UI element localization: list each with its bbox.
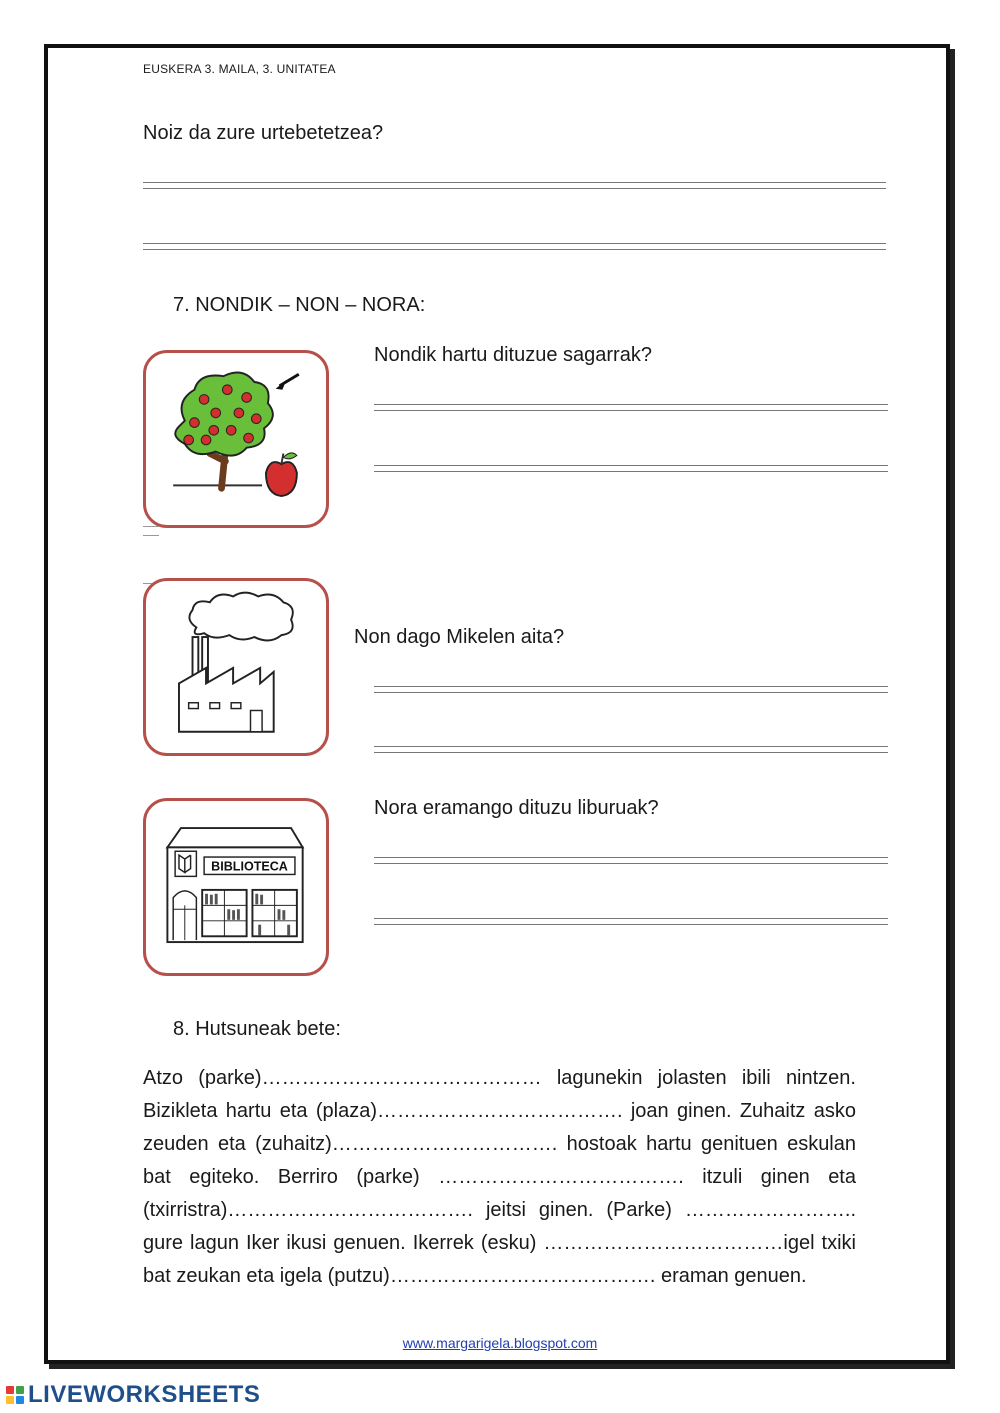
divider-mark — [143, 526, 159, 527]
factory-picture — [143, 578, 329, 756]
question-nora: Nora eramango dituzu liburuak? — [374, 797, 659, 819]
footer-link[interactable]: www.margarigela.blogspot.com — [402, 1335, 598, 1351]
fill-in-paragraph: Atzo (parke)…………………………………… lagunekin jolasten ibili nintzen. Bizikleta hartu eta (plaza)………………………………. joan ginen. Zuhaitz asko zeuden eta (zuhaitz)……………………………. hostoak hartu genituen eskulan bat egiteko. Berriro (parke) ………………………………. itzuli ginen eta (txirristra)………………………………. jeitsi ginen. (Parke) …………………….. gure lagun Iker ikusi genuen. Ikerrek (esku) ………………………………igel txiki bat zeukan eta igela (putzu)…………………………………. eraman genuen. — [143, 1067, 856, 1287]
question-nondik: Nondik hartu dituzue sagarrak? — [374, 344, 652, 366]
section-7-title: 7. NONDIK – NON – NORA: — [173, 294, 426, 316]
answer-line[interactable] — [143, 243, 886, 250]
factory-icon — [146, 581, 326, 753]
answer-line[interactable] — [374, 857, 888, 864]
library-picture — [143, 798, 329, 976]
liveworksheets-logo — [6, 1382, 260, 1408]
apple-tree-icon — [146, 353, 326, 525]
answer-line[interactable] — [374, 686, 888, 693]
course-header: EUSKERA 3. MAILA, 3. UNITATEA — [143, 62, 336, 76]
answer-line[interactable] — [374, 918, 888, 925]
question-non: Non dago Mikelen aita? — [354, 626, 565, 648]
library-icon — [146, 801, 326, 973]
answer-line[interactable] — [374, 404, 888, 411]
birthday-question: Noiz da zure urtebetetzea? — [143, 122, 384, 144]
library-sign: BIBLIOTECA — [211, 859, 288, 874]
section-8-title: 8. Hutsuneak bete: — [173, 1018, 341, 1040]
brand-name: LIVEWORKSHEETS — [28, 1381, 261, 1408]
divider-mark — [143, 535, 159, 536]
answer-line[interactable] — [374, 465, 888, 472]
logo-grid-icon — [6, 1386, 24, 1404]
answer-line[interactable] — [374, 746, 888, 753]
apple-tree-picture — [143, 350, 329, 528]
answer-line[interactable] — [143, 182, 886, 189]
